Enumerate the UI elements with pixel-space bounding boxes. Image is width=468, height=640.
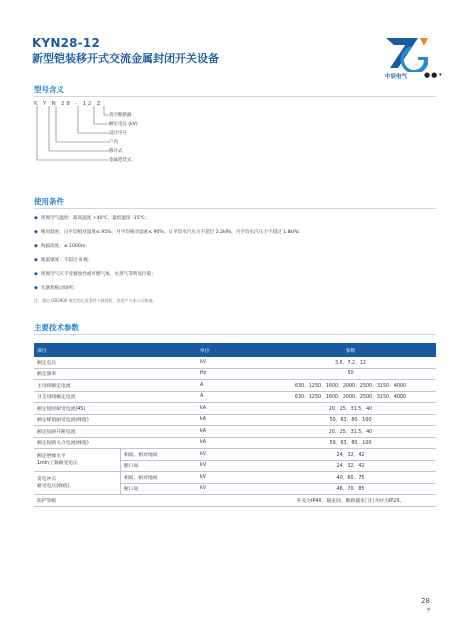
diamond-bullet-icon: ◆ [34, 257, 38, 263]
header-value: 参数 [265, 343, 436, 357]
model-label-4: 户内 [109, 140, 118, 145]
product-name-title: 新型铠装移开式交流金属封闭开关设备 [32, 52, 219, 65]
row-value: 24、32、42 [265, 449, 436, 461]
section-divider [34, 334, 436, 335]
table-row [34, 449, 436, 461]
product-model-title: KYN28-12 [32, 36, 101, 50]
diamond-bullet-icon: ◆ [34, 215, 38, 221]
table-row [34, 414, 436, 426]
group-label: 额定绝缘水平 1min工频耐受电压 [34, 449, 121, 472]
table-row [34, 426, 436, 438]
condition-item: ◆ 地震强度：不超过 8 级； [34, 257, 93, 263]
group-label: 雷电冲击 耐受电压(峰值) [34, 472, 121, 495]
row-item: 额定频率 [34, 368, 197, 380]
row-unit: kA [197, 414, 265, 426]
row-unit: kV [197, 460, 265, 472]
row-item: 主母线额定电流 [34, 380, 197, 392]
row-value: 46、70、85 [265, 483, 436, 495]
spec-table [34, 343, 436, 507]
row-value: 20、25、31.5、40 [265, 426, 436, 438]
model-label-3: 设计序号 [109, 131, 127, 136]
section-divider [34, 96, 436, 97]
row-value: 630、1250、1600、2000、2500、3150、4000 [265, 380, 436, 392]
specs-section-title: 主要技术参数 [34, 323, 79, 332]
condition-item: ◆ 相对湿度：日平均相对湿度≤ 95%，月平均相对湿度≤ 90%，日平均水汽压力不超过 2.2kPa，月平均水汽压力不超过 1.8kPa； [34, 229, 304, 235]
row-item: 防护等级 [34, 495, 197, 507]
conditions-note: 注：超出 GB3906 规定的正常条件下使用时，由用户与本公司协商。 [34, 298, 157, 303]
table-row [34, 368, 436, 380]
condition-item: ◆ 海拔高度：≤ 1000m； [34, 243, 90, 249]
row-unit: kA [197, 426, 265, 438]
row-value: 40、60、75 [265, 472, 436, 484]
row-value: 50、63、80、100 [265, 414, 436, 426]
row-value: 20、25、31.5、40 [265, 403, 436, 415]
row-unit: kV [197, 449, 265, 461]
row-unit: kV [197, 472, 265, 484]
row-sub: 断口间 [121, 460, 198, 472]
model-label-1: 真空断路器 [109, 113, 132, 118]
row-unit: kA [197, 403, 265, 415]
row-value: 50、63、80、100 [265, 437, 436, 449]
brand-name: 中辰电气 [385, 74, 408, 80]
diamond-bullet-icon: ◆ [34, 229, 38, 235]
row-unit: Hz [197, 368, 265, 380]
row-value: 3.6、7.2、12 [265, 357, 436, 368]
table-row [34, 380, 436, 392]
page-number: 28 [421, 597, 430, 605]
company-logo-icon [384, 34, 430, 72]
condition-item: ◆ 周围空气温度：最高温度 +40℃，最低温度 -15℃； [34, 215, 150, 221]
row-unit: A [197, 391, 265, 403]
table-row [34, 357, 436, 368]
model-label-6: 金属铠装式 [109, 158, 132, 163]
row-item: 分支母线额定电流 [34, 391, 197, 403]
row-value: 24、32、42 [265, 460, 436, 472]
row-value: 50 [265, 368, 436, 380]
header-item: 项目 [34, 343, 197, 357]
conditions-section-title: 使用条件 [34, 197, 64, 206]
diamond-bullet-icon: ◆ [34, 243, 38, 249]
row-item: 额定电压 [34, 357, 197, 368]
row-unit: A [197, 380, 265, 392]
row-sub: 断口间 [121, 483, 198, 495]
row-item: 额定峰值耐受电流(峰值) [34, 414, 197, 426]
model-label-5: 移开式 [109, 149, 123, 154]
row-value: 630、1250、1600、2000、2500、3150、4000 [265, 391, 436, 403]
model-section-title: 型号含义 [34, 85, 64, 94]
section-divider [34, 208, 436, 209]
row-unit: kV [197, 357, 265, 368]
row-unit: kV [197, 483, 265, 495]
model-bracket-diagram [34, 106, 110, 176]
row-item: 额定短路关合电流(峰值) [34, 437, 197, 449]
header-unit: 单位 [197, 343, 265, 357]
row-sub: 相间、相对地间 [121, 472, 198, 484]
diamond-bullet-icon: ◆ [34, 285, 38, 291]
page-dots-icon: ● • · [427, 606, 431, 619]
condition-item: ◆ 无剧烈振动场所； [34, 285, 78, 291]
diamond-bullet-icon: ◆ [34, 271, 38, 277]
table-row [34, 437, 436, 449]
table-row [34, 472, 436, 484]
row-sub: 相间、相对地间 [121, 449, 198, 461]
table-row [34, 403, 436, 415]
row-unit: kA [197, 437, 265, 449]
row-unit [197, 495, 265, 507]
model-code: K Y N 28 - 12 Z [34, 101, 103, 107]
table-header-row [34, 343, 436, 357]
table-row [34, 391, 436, 403]
row-item: 额定短路开断电流 [34, 426, 197, 438]
decorative-dots-icon: ●●• [424, 71, 444, 79]
condition-item: ◆ 周围空气应不受腐蚀性或可燃气体、水蒸气等明显污染； [34, 271, 156, 277]
row-value: 外壳为IP4X，隔室间、断路器室门打开时为IP2X。 [265, 495, 436, 507]
row-item: 额定短时耐受电流(4S) [34, 403, 197, 415]
table-row [34, 495, 436, 507]
model-label-2: 额定电压 (kV) [109, 122, 138, 127]
